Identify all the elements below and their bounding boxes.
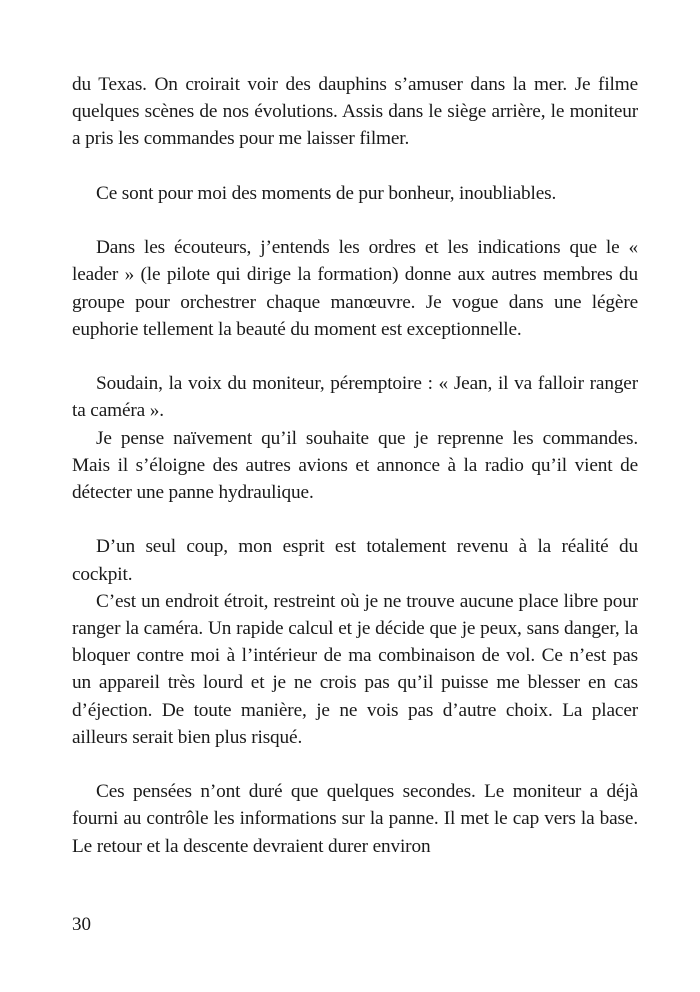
body-text (72, 71, 638, 860)
paragraph-4: Soudain, la voix du moniteur, péremptoire : « Jean, il va falloir ranger ta caméra ». (72, 373, 638, 422)
page-number: 30 (72, 914, 91, 935)
paragraph-7: C’est un endroit étroit, restreint où je ne trouve aucune place libre pour ranger la caméra. Un rapide calcul et je décide que je peux, sans danger, la bloquer contre moi à l’intérieur de ma combinaison de vol. Ce n’est pas un appareil très lourd et je ne crois pas qu’il puisse me blesser en cas d’éjection. De toute manière, je ne vois pas d’autre choix. La placer ailleurs serait bien plus risqué. (72, 590, 638, 748)
paragraph-8: Ces pensées n’ont duré que quelques secondes. Le moniteur a déjà fourni au contrôle les informations sur la panne. Il met le cap vers la base. Le retour et la descente devraient durer environ (72, 781, 638, 857)
paragraph-6: D’un seul coup, mon esprit est totalement revenu à la réalité du cockpit. (72, 536, 638, 585)
paragraph-3: Dans les écouteurs, j’entends les ordres et les indications que le « leader » (le pilote qui dirige la formation) donne aux autres membres du groupe pour orchestrer chaque manœuvre. Je vogue dans une légère euphorie tellement la beauté du moment est exceptionnelle. (72, 237, 638, 340)
paragraph-2: Ce sont pour moi des moments de pur bonheur, inoubliables. (96, 182, 557, 204)
paragraph-5: Je pense naïvement qu’il souhaite que je reprenne les commandes. Mais il s’éloigne des autres avions et annonce à la radio qu’il vient de détecter une panne hydraulique. (72, 427, 638, 503)
paragraph-1: du Texas. On croirait voir des dauphins s’amuser dans la mer. Je filme quelques scènes de nos évolutions. Assis dans le siège arrière, le moniteur a pris les commandes pour me laisser filmer. (72, 74, 638, 150)
